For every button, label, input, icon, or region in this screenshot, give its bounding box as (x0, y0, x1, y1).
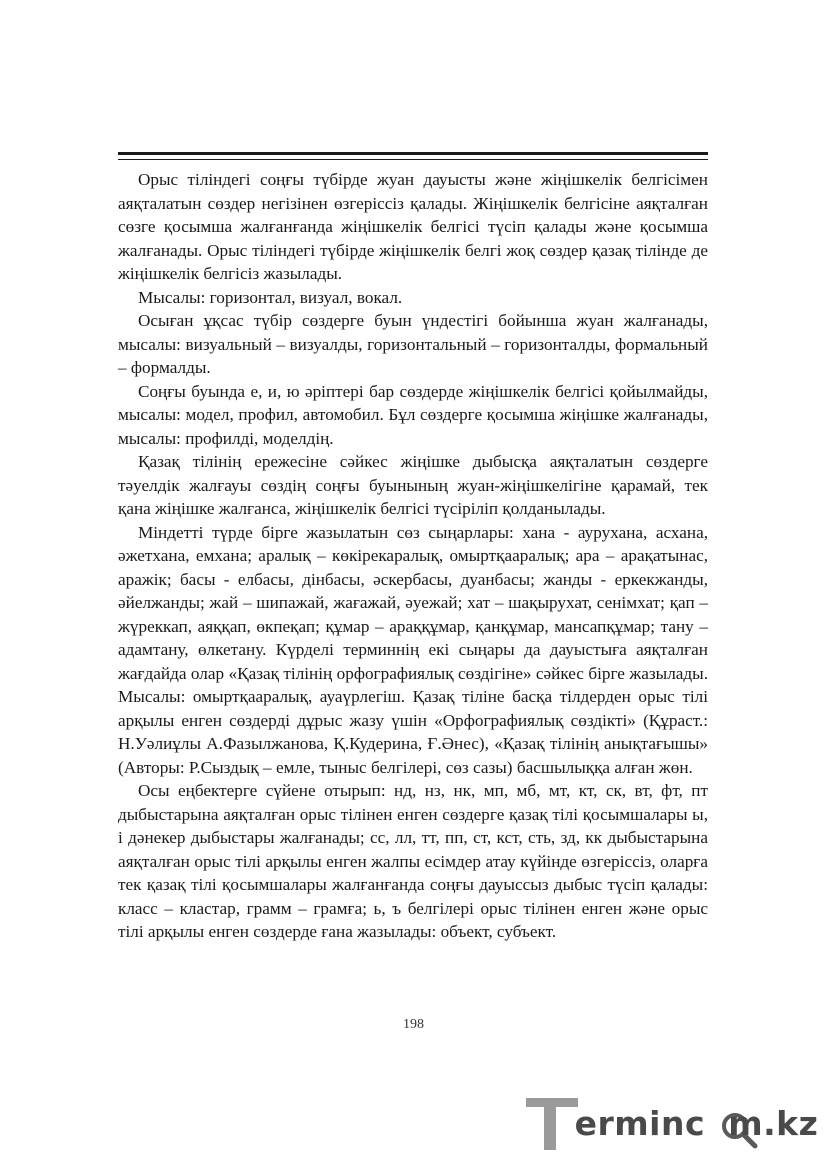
paragraph: Қазақ тілінің ережесіне сәйкес жіңішке дыбысқа аяқталатын сөздерге тәуелдік жалғауы сөздің соңғы буынының жуан-жіңішкелігіне қарамай, тек қана жіңішке жалғанса, жіңішкелік белгісі түсіріліп қолданылады. (118, 452, 708, 518)
body-text (118, 168, 708, 944)
termincom-logo[interactable] (524, 1092, 819, 1154)
page-number: 198 (403, 1017, 424, 1032)
header-rule-thin (118, 159, 708, 160)
paragraph: Міндетті түрде бірге жазылатын сөз сыңарлары: хана - аурухана, асхана, әжетхана, емхана; аралық – көкірекаралық, омыртқааралық; ара – арақатынас, аражік; басы - елбасы, дінбасы, әскербасы, дуанбасы; жанды - еркекжанды, әйелжанды; жай – шипажай, жағажай, әуежай; хат – шақырухат, сенімхат; қап – жүреккап, аяққап, өкпеқап; құмар – араққұмар, қанқұмар, мансапқұмар; тану – адамтану, өлкетану. Күрделі терминнің екі сыңары да дауыстыға аяқталған жағдайда олар «Қазақ тілінің орфографиялық сөздігіне» сәйкес бірге жазылады. Мысалы: омыртқааралық, ауаүрлегіш. Қазақ тіліне басқа тілдерден орыс тілі арқылы енген сөздерді дұрыс жазу үшін «Орфографиялық сөздікті» (Құраст.: Н.Уәлиұлы А.Фазылжанова, Қ.Кудерина, Ғ.Әнес), «Қазақ тілінің анықтағышы» (Авторы: Р.Сыздық – емле, тыныс белгілері, сөз сазы) басшылыққа алған жөн. (118, 522, 708, 777)
paragraph: Осыған ұқсас түбір сөздерге буын үндестігі бойынша жуан жалғанады, мысалы: визуальный – визуалды, горизонтальный – горизонталды, формальный – формалды. (118, 311, 708, 377)
paragraph: Соңғы буында е, и, ю әріптері бар сөздерде жіңішкелік белгісі қойылмайды, мысалы: модел, профил, автомобил. Бұл сөздерге қосымша жіңішке жалғанады, мысалы: профилді, моделдің. (118, 381, 708, 448)
logo-text: erminc m.kz (574, 1104, 819, 1143)
paragraph: Мысалы: горизонтал, визуал, вокал. (138, 287, 403, 307)
header-rule-thick (118, 152, 708, 155)
paragraph: Орыс тіліндегі соңғы түбірде жуан дауысты және жіңішкелік белгісімен аяқталатын сөздер негізінен өзгеріссіз қалады. Жіңішкелік белгісіне аяқталған сөзге қосымша жалғанғанда жіңішкелік белгісі түсіп қалады және қосымша жалғанады. Орыс тіліндегі түбірде жіңішкелік белгі жоқ сөздер қазақ тілінде де жіңішкелік белгісіз жазылады. (118, 170, 708, 283)
paragraph: Осы еңбектерге сүйене отырып: нд, нз, нк, мп, мб, мт, кт, ск, вт, фт, пт дыбыстарына аяқталған орыс тілінен енген сөздерге қазақ тілі қосымшалары ы, і дәнекер дыбыстары жалғанады; сс, лл, тт, пп, ст, кст, сть, зд, кк дыбыстарына аяқталған орыс тілі арқылы енген жалпы есімдер атау күйінде өзгеріссіз, оларға тек қазақ тілі қосымшалары жалғанғанда соңғы дауыссыз дыбыс түсіп қалады: класс – кластар, грамм – грамға; ь, ъ белгілері орыс тілінен енген және орыс тілі арқылы енген сөздерде ғана жазылады: объект, субъект. (118, 781, 708, 941)
